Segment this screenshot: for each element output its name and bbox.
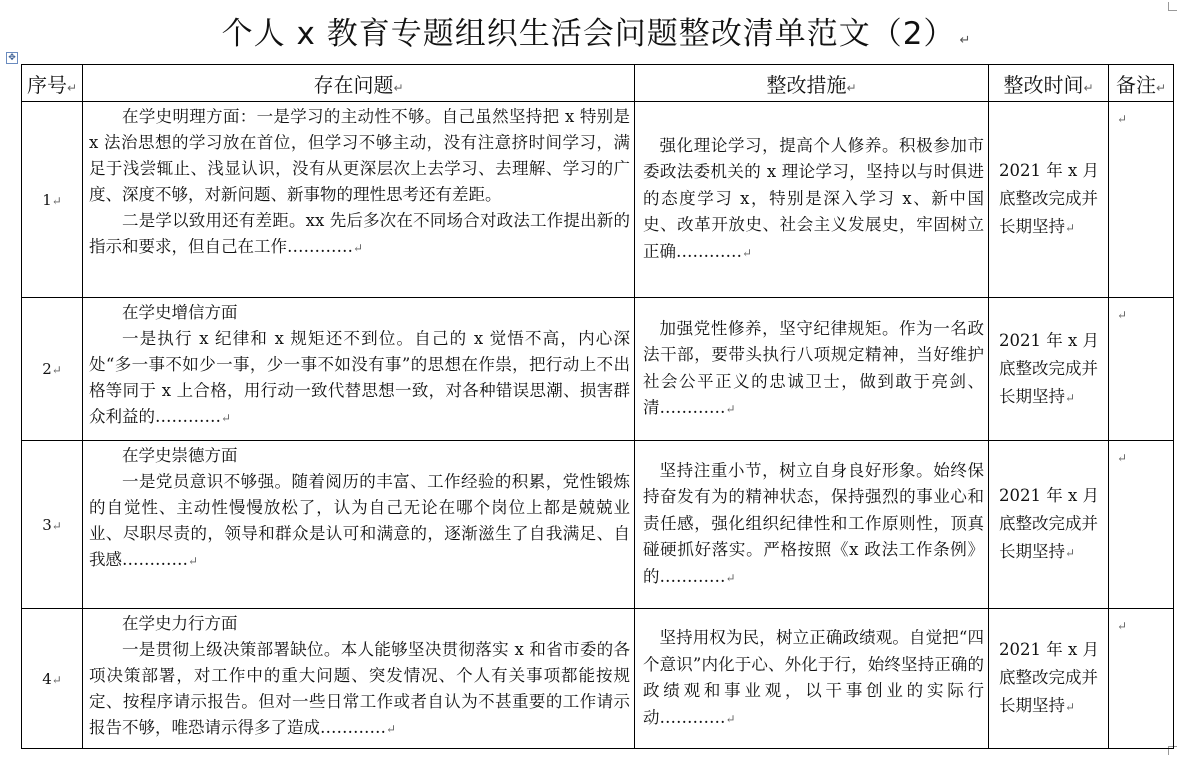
row-problem <box>83 102 635 298</box>
row-seq: 2↵ <box>22 298 83 441</box>
problem-paragraph: 在学史力行方面 <box>122 614 238 633</box>
row-seq: 4↵ <box>22 609 83 749</box>
table-row <box>22 609 1174 749</box>
problem-paragraph: 在学史崇德方面 <box>122 446 238 465</box>
header-time: 整改时间↵ <box>989 65 1109 102</box>
row-seq: 3↵ <box>22 441 83 609</box>
row-problem <box>83 441 635 609</box>
row-note: ↵ <box>1109 609 1174 749</box>
table-row <box>22 102 1174 298</box>
table-row <box>22 441 1174 609</box>
table-move-handle-icon[interactable]: ✥ <box>6 52 18 64</box>
document-title: 个人 x 教育专题组织生活会问题整改清单范文（2） ↵ <box>221 16 972 52</box>
table-header-row <box>22 65 1174 102</box>
problem-paragraph: 一是党员意识不够强。随着阅历的丰富、工作经验的积累，党性锻炼的自觉性、主动性慢慢放松了，认为自己无论在哪个岗位上都是兢兢业业、尽职尽责的，领导和群众是认可和满意的，逐渐滋生了自我满足、自我感…………↵ <box>89 472 630 569</box>
header-measures: 整改措施↵ <box>635 65 989 102</box>
row-measures: 坚持用权为民，树立正确政绩观。自觉把“四个意识”内化于心、外化于行，始终坚持正确的政绩观和事业观，以干事创业的实际行动…………↵ <box>635 609 989 749</box>
row-measures: 加强党性修养，坚守纪律规矩。作为一名政法干部，要带头执行八项规定精神，当好维护社会公平正义的忠诚卫士，做到敢于亮剑、清…………↵ <box>635 298 989 441</box>
row-seq: 1↵ <box>22 102 83 298</box>
problem-paragraph: 二是学以致用还有差距。xx 先后多次在不同场合对政法工作提出新的指示和要求，但自己在工作…………↵ <box>89 211 630 256</box>
row-note: ↵ <box>1109 102 1174 298</box>
row-time: 2021 年 x 月底整改完成并长期坚持↵ <box>989 298 1109 441</box>
header-note: 备注↵ <box>1109 65 1174 102</box>
row-measures: 强化理论学习，提高个人修养。积极参加市委政法委机关的 x 理论学习，坚持以与时俱进的态度学习 x，特别是深入学习 x、新中国史、改革开放史、社会主义发展史，牢固树立正确…………↵ <box>635 102 989 298</box>
row-time: 2021 年 x 月底整改完成并长期坚持↵ <box>989 609 1109 749</box>
row-problem <box>83 298 635 441</box>
rectification-table <box>21 64 1174 749</box>
row-measures: 坚持注重小节，树立自身良好形象。始终保持奋发有为的精神状态，保持强烈的事业心和责任感，强化组织纪律性和工作原则性，顶真碰硬抓好落实。严格按照《x 政法工作条例》的…………↵ <box>635 441 989 609</box>
row-problem <box>83 609 635 749</box>
problem-paragraph: 在学史明理方面：一是学习的主动性不够。自己虽然坚持把 x 特别是 x 法治思想的学习放在首位，但学习不够主动，没有注意挤时间学习，满足于浅尝辄止、浅显认识，没有从更深层次上去学习、去理解、学习的广度、深度不够，对新问题、新事物的理性思考还有差距。 <box>89 107 630 204</box>
row-time: 2021 年 x 月底整改完成并长期坚持↵ <box>989 441 1109 609</box>
problem-paragraph: 一是贯彻上级决策部署缺位。本人能够坚决贯彻落实 x 和省市委的各项决策部署，对工作中的重大问题、突发情况、个人有关事项都能按规定、按程序请示报告。但对一些日常工作或者自认为不甚重要的工作请示报告不够，唯恐请示得多了造成…………↵ <box>89 640 630 737</box>
row-time: 2021 年 x 月底整改完成并长期坚持↵ <box>989 102 1109 298</box>
row-note: ↵ <box>1109 441 1174 609</box>
problem-paragraph: 在学史增信方面 <box>122 303 238 322</box>
margin-corner-mark <box>1168 2 1177 11</box>
table-row <box>22 298 1174 441</box>
row-note: ↵ <box>1109 298 1174 441</box>
problem-paragraph: 一是执行 x 纪律和 x 规矩还不到位。自己的 x 觉悟不高，内心深处“多一事不如少一事，少一事不如没有事”的思想在作祟，把行动上不出格等同于 x 上合格，用行动一致代替思想一致，对各种错误思潮、损害群众利益的…………↵ <box>89 329 630 426</box>
header-problem: 存在问题↵ <box>83 65 635 102</box>
header-seq: 序号↵ <box>22 65 83 102</box>
